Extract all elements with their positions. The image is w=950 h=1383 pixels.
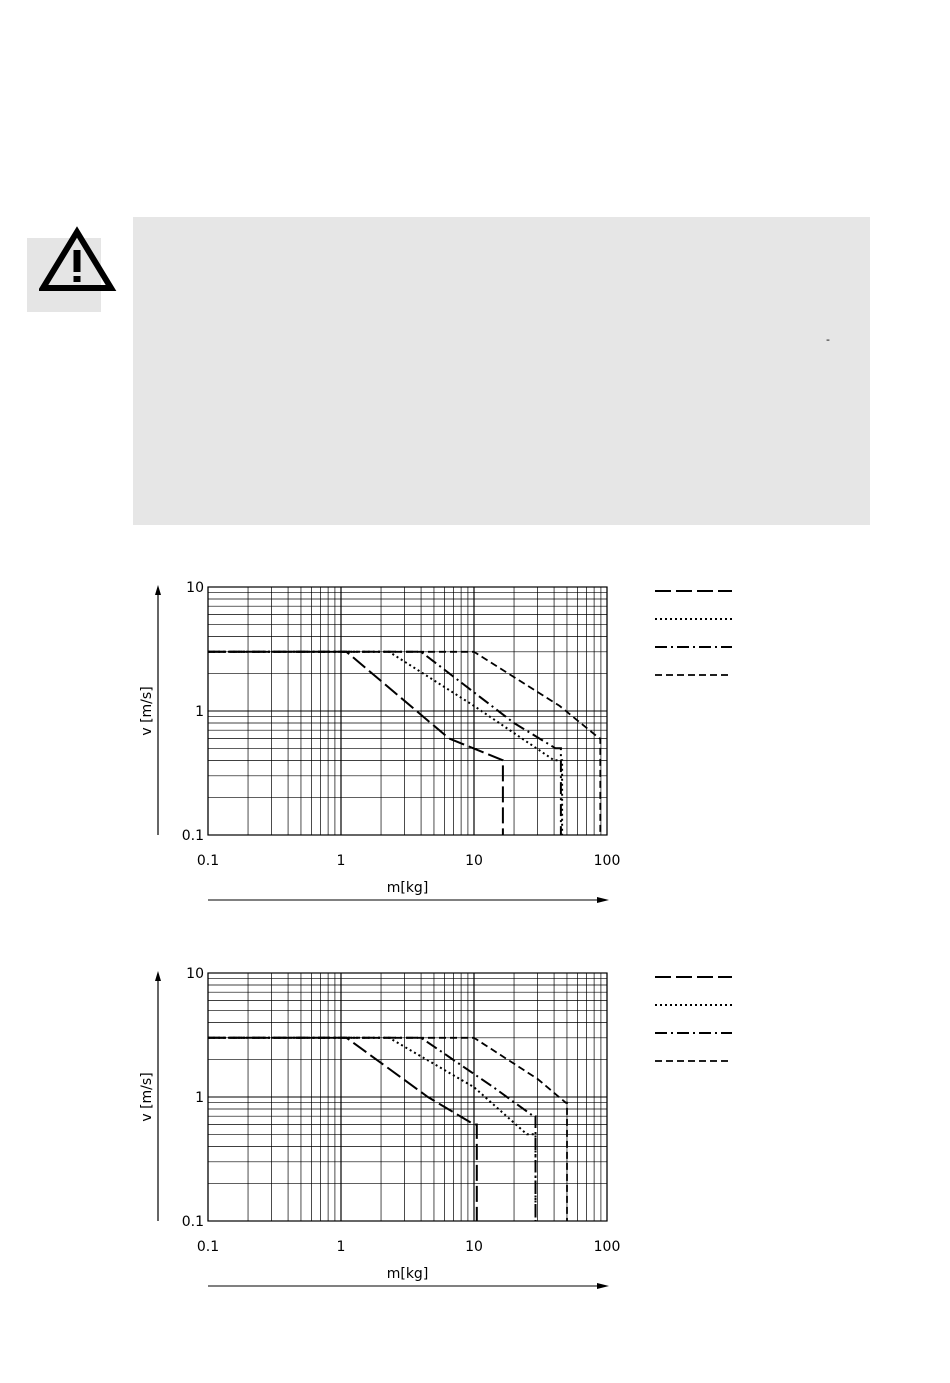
y-axis-label: v [m/s]: [139, 686, 155, 736]
series-line-short-dash: [208, 1038, 567, 1221]
warning-icon-box: [27, 238, 101, 312]
x-axis-label: m[kg]: [386, 880, 429, 896]
x-tick-label: 1: [336, 1239, 346, 1255]
warning-triangle-icon: [39, 226, 119, 306]
chart-1: [130, 560, 770, 920]
grid: [208, 587, 607, 835]
y-tick-label: 1: [195, 704, 204, 720]
warning-panel: [133, 217, 870, 525]
chart-svg: [130, 946, 770, 1306]
x-axis-arrowhead: [597, 1283, 609, 1289]
series-line-dotted: [208, 1038, 536, 1221]
grid: [208, 973, 607, 1221]
y-tick-label: 10: [186, 966, 204, 982]
x-axis-label: m[kg]: [386, 1266, 429, 1282]
y-tick-label: 0.1: [181, 1214, 204, 1230]
series-line-long-dash: [208, 652, 503, 835]
chart-svg: [130, 560, 770, 920]
series-line-dotted: [208, 652, 562, 835]
x-axis-arrowhead: [597, 897, 609, 903]
x-tick-label: 1: [336, 853, 346, 869]
y-axis-arrowhead: [155, 585, 161, 595]
chart-2: [130, 946, 770, 1306]
y-axis-arrowhead: [155, 971, 161, 981]
series-line-dash-dot: [208, 652, 561, 835]
y-tick-label: 10: [186, 580, 204, 596]
y-axis-label: v [m/s]: [139, 1072, 155, 1122]
x-tick-label: 100: [593, 1239, 621, 1255]
x-tick-label: 10: [465, 1239, 483, 1255]
series-line-dash-dot: [208, 1038, 536, 1221]
x-tick-label: 10: [465, 853, 483, 869]
x-tick-label: 0.1: [196, 853, 220, 869]
y-tick-label: 0.1: [181, 828, 204, 844]
y-tick-label: 1: [195, 1090, 204, 1106]
x-tick-label: 100: [593, 853, 621, 869]
x-tick-label: 0.1: [196, 1239, 220, 1255]
warning-dash-text: -: [826, 333, 830, 346]
